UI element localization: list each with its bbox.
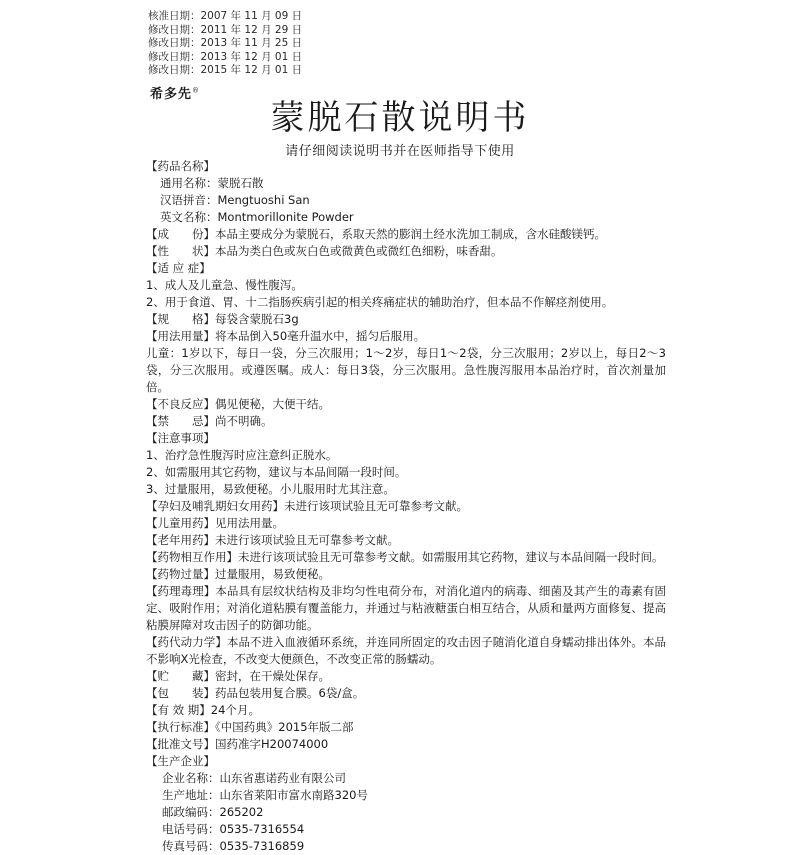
registered-mark: ® — [192, 86, 201, 95]
revision-date: 修改日期：2015 年 12 月 01 日 — [148, 64, 303, 76]
company-name: 企业名称：山东省惠诺药业有限公司 — [162, 771, 346, 785]
drug-interactions: 【药物相互作用】未进行该项试验且无可靠参考文献。如需服用其它药物，建议与本品间隔一段时间。 — [146, 550, 664, 564]
section-heading-indications: 【适 应 症】 — [146, 261, 211, 275]
approval-date: 核准日期：2007 年 11 月 09 日 — [148, 10, 303, 22]
pharmacokinetics: 【药代动力学】本品不进入血液循环系统，并连同所固定的攻击因子随消化道自身蠕动排出体外。本品不影响X光检查，不改变大便颜色，不改变正常的肠蠕动。 — [146, 635, 666, 666]
section-heading-manufacturer: 【生产企业】 — [146, 754, 215, 768]
shelf-life: 【有 效 期】24个月。 — [146, 703, 260, 717]
geriatric-use: 【老年用药】未进行该项试验且无可靠参考文献。 — [146, 533, 399, 547]
revision-date: 修改日期：2013 年 11 月 25 日 — [148, 37, 303, 49]
section-heading-drug-name: 【药品名称】 — [146, 159, 215, 173]
pharmacology-toxicology: 【药理毒理】本品具有层纹状结构及非均匀性电荷分布，对消化道内的病毒、细菌及其产生的毒素有固定、吸附作用；对消化道粘膜有覆盖能力，并通过与粘液糖蛋白相互结合，从质和量两方面修复、提高粘膜屏障对攻击因子的防御功能。 — [146, 584, 666, 632]
revision-date: 修改日期：2011 年 12 月 29 日 — [148, 23, 303, 36]
company-address: 生产地址：山东省莱阳市富水南路320号 — [162, 788, 368, 802]
indication-item: 1、成人及儿童急、慢性腹泻。 — [146, 278, 303, 292]
fax-number: 传真号码：0535-7316859 — [162, 839, 305, 853]
page-subtitle: 请仔细阅读说明书并在医师指导下使用 — [285, 144, 515, 159]
description: 【性 状】本品为类白色或灰白色或微黄色或微红色细粉，味香甜。 — [146, 244, 503, 258]
pinyin-name: 汉语拼音：Mengtuoshi San — [160, 193, 310, 207]
overdose: 【药物过量】过量服用，易致便秘。 — [146, 567, 330, 581]
revision-dates — [148, 10, 302, 78]
precaution-item: 1、治疗急性腹泻时应注意纠正脱水。 — [146, 448, 338, 462]
composition: 【成 份】本品主要成分为蒙脱石，系取天然的膨润土经水洗加工制成，含水硅酸镁钙。 — [146, 227, 606, 241]
packaging: 【包 装】药品包装用复合膜。6袋/盒。 — [146, 686, 365, 700]
indication-item: 2、用于食道、胃、十二指肠疾病引起的相关疼痛症状的辅助治疗，但本品不作解痉剂使用。 — [146, 295, 614, 309]
revision-date: 修改日期：2013 年 12 月 01 日 — [148, 50, 303, 63]
pregnancy-lactation: 【孕妇及哺乳期妇女用药】未进行该项试验且无可靠参考文献。 — [146, 499, 468, 513]
instruction-body — [146, 158, 666, 855]
specification: 【规 格】每袋含蒙脱石3g — [146, 312, 299, 326]
page-title: 蒙脱石散说明书 — [270, 98, 530, 138]
english-name: 英文名称：Montmorillonite Powder — [160, 210, 354, 224]
brand-name: 希多先® — [150, 86, 201, 102]
dosage-detail: 儿童：1岁以下，每日一袋，分三次服用；1～2岁，每日1～2袋，分三次服用；2岁以上，每日2～3袋，分三次服用。或遵医嘱。成人：每日3袋，分三次服用。急性腹泻服用本品治疗时，首次剂量加倍。 — [146, 346, 666, 394]
standard: 【执行标准】《中国药典》2015年版二部 — [146, 720, 354, 734]
pediatric-use: 【儿童用药】见用法用量。 — [146, 516, 284, 530]
phone-number: 电话号码：0535-7316554 — [162, 822, 305, 836]
generic-name: 通用名称：蒙脱石散 — [160, 176, 264, 190]
section-heading-precautions: 【注意事项】 — [146, 431, 215, 445]
precaution-item: 2、如需服用其它药物，建议与本品间隔一段时间。 — [146, 465, 407, 479]
precaution-item: 3、过量服用，易致便秘。小儿服用时尤其注意。 — [146, 482, 395, 496]
dosage-heading: 【用法用量】将本品倒入50毫升温水中，摇匀后服用。 — [146, 329, 426, 343]
postal-code: 邮政编码：265202 — [162, 805, 264, 819]
approval-number: 【批准文号】国药准字H20074000 — [146, 737, 329, 751]
adverse-reactions: 【不良反应】偶见便秘，大便干结。 — [146, 397, 330, 411]
storage: 【贮 藏】密封，在干燥处保存。 — [146, 669, 330, 683]
contraindications: 【禁 忌】尚不明确。 — [146, 414, 273, 428]
